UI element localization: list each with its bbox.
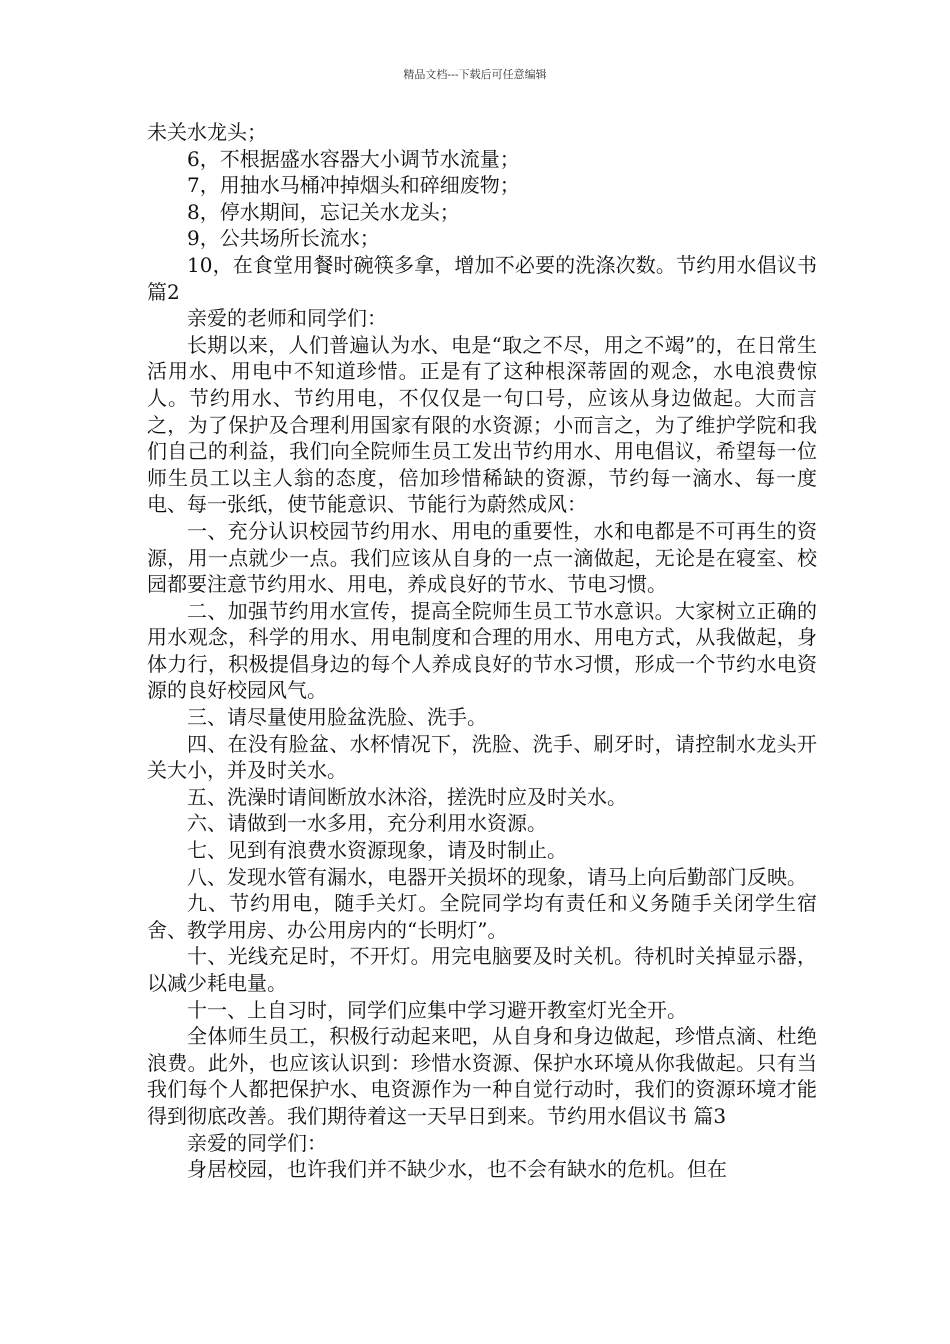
- paragraph: 六、请做到一水多用，充分利用水资源。: [187, 811, 547, 836]
- paragraph: 九、节约用电，随手关灯。全院同学均有责任和义务随手关闭学生宿舍、教学用房、办公用房内的“长明灯”。: [147, 891, 817, 942]
- paragraph: 八、发现水管有漏水，电器开关损坏的现象，请马上向后勤部门反映。: [187, 864, 807, 889]
- paragraph: 三、请尽量使用脸盆洗脸、洗手。: [187, 705, 487, 730]
- paragraph: 7，用抽水马桶冲掉烟头和碎细废物；: [187, 173, 520, 198]
- paragraph: 身居校园，也许我们并不缺少水，也不会有缺水的危机。但在: [187, 1157, 727, 1182]
- paragraph: 二、加强节约用水宣传，提高全院师生员工节水意识。大家树立正确的用水观念，科学的用水、用电制度和合理的用水、用电方式，从我做起，身体力行，积极提倡身边的每个人养成良好的节水习惯，形成一个节约水电资源的良好校园风气。: [147, 598, 817, 703]
- paragraph: 五、洗澡时请间断放水沐浴，搓洗时应及时关水。: [187, 784, 627, 809]
- paragraph: 十一、上自习时，同学们应集中学习避开教室灯光全开。: [187, 997, 687, 1022]
- paragraph: 长期以来，人们普遍认为水、电是“取之不尽，用之不竭”的，在日常生活用水、用电中不知道珍惜。正是有了这种根深蒂固的观念，水电浪费惊人。节约用水、节约用电，不仅仅是一句口号，应该从身边做起。大而言之，为了保护及合理利用国家有限的水资源；小而言之，为了维护学院和我们自己的利益，我们向全院师生员工发出节约用水、用电倡议，希望每一位师生员工以主人翁的态度，倍加珍惜稀缺的资源，节约每一滴水、每一度电、每一张纸，使节能意识、节能行为蔚然成风：: [147, 332, 817, 517]
- paragraph: 四、在没有脸盆、水杯情况下，洗脸、洗手、刷牙时，请控制水龙头开关大小，并及时关水。: [147, 731, 817, 783]
- paragraph: 全体师生员工，积极行动起来吧，从自身和身边做起，珍惜点滴、杜绝浪费。此外，也应该认识到：珍惜水资源、保护水环境从你我做起。只有当我们每个人都把保护水、电资源作为一种自觉行动时，我们的资源环境才能得到彻底改善。我们期待着这一天早日到来。节约用水倡议书 篇3: [147, 1024, 817, 1128]
- paragraph: 亲爱的同学们：: [187, 1130, 327, 1155]
- paragraph: 十、光线充足时，不开灯。用完电脑要及时关机。待机时关掉显示器，以减少耗电量。: [147, 944, 817, 995]
- paragraph: 10，在食堂用餐时碗筷多拿，增加不必要的洗涤次数。节约用水倡议书 篇2: [147, 252, 817, 304]
- document-body: [147, 119, 817, 1183]
- paragraph: 一、充分认识校园节约用水、用电的重要性，水和电都是不可再生的资源，用一点就少一点。我们应该从自身的一点一滴做起，无论是在寝室、校园都要注意节约用水、用电，养成良好的节水、节电习惯。: [147, 518, 817, 597]
- page-header: 精品文档---下载后可任意编辑: [403, 68, 547, 81]
- paragraph: 6，不根据盛水容器大小调节水流量；: [187, 146, 520, 171]
- paragraph: 七、见到有浪费水资源现象，请及时制止。: [187, 838, 567, 863]
- paragraph: 8，停水期间，忘记关水龙头；: [187, 199, 460, 224]
- paragraph: 未关水龙头；: [147, 120, 267, 144]
- paragraph: 亲爱的老师和同学们：: [187, 306, 387, 331]
- paragraph: 9，公共场所长流水；: [187, 226, 380, 251]
